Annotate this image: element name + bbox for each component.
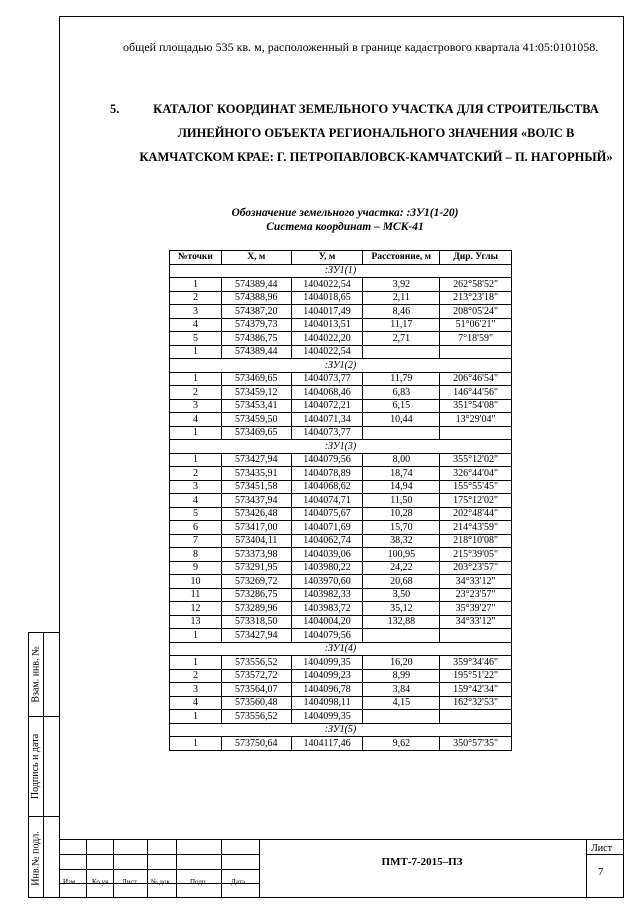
- cell-distance: 38,32: [363, 534, 440, 548]
- cell-bearing: 359°34'46": [440, 656, 512, 670]
- cell-point: 5: [170, 507, 222, 521]
- cell-distance: 3,84: [363, 683, 440, 697]
- cell-y: 1404073,77: [291, 372, 363, 386]
- table-row: [170, 413, 512, 427]
- cell-point: 3: [170, 683, 222, 697]
- cell-bearing: 208°05'24": [440, 305, 512, 319]
- cell-point: 2: [170, 669, 222, 683]
- cell-x: 574388,96: [221, 291, 291, 305]
- cell-bearing: 195°51'22": [440, 669, 512, 683]
- cell-x: 573469,65: [221, 372, 291, 386]
- header-x: Х, м: [221, 251, 291, 265]
- header-point: №точки: [170, 251, 222, 265]
- cell-y: 1404078,89: [291, 467, 363, 481]
- cell-point: 8: [170, 548, 222, 562]
- cell-distance: [363, 345, 440, 359]
- cell-x: 573459,50: [221, 413, 291, 427]
- cell-x: 573435,91: [221, 467, 291, 481]
- cell-y: 1404039,06: [291, 548, 363, 562]
- table-row: [170, 372, 512, 386]
- side-label-column: [29, 633, 44, 897]
- cell-x: 573404,11: [221, 534, 291, 548]
- cell-bearing: 351°54'08": [440, 399, 512, 413]
- cell-distance: [363, 710, 440, 724]
- cell-distance: 6,15: [363, 399, 440, 413]
- cell-distance: 8,99: [363, 669, 440, 683]
- cell-distance: 2,71: [363, 332, 440, 346]
- cell-bearing: [440, 426, 512, 440]
- side-cell-replacement: [29, 633, 43, 716]
- cell-y: 1404022,54: [291, 345, 363, 359]
- cell-bearing: 262°58'52": [440, 278, 512, 292]
- table-row: [170, 507, 512, 521]
- table-row: [170, 345, 512, 359]
- coordinate-system: Система координат – МСК-41: [266, 221, 424, 233]
- cell-bearing: 155°55'45": [440, 480, 512, 494]
- table-row: [170, 602, 512, 616]
- cell-y: 1404071,69: [291, 521, 363, 535]
- table-row: [170, 534, 512, 548]
- cell-bearing: 350°57'35": [440, 737, 512, 751]
- cell-point: 1: [170, 426, 222, 440]
- intro-paragraph: общей площадью 535 кв. м, расположенный в границе кадастрового квартала 41:05:0101058.: [123, 40, 599, 54]
- cell-x: 573572,72: [221, 669, 291, 683]
- cell-distance: 3,92: [363, 278, 440, 292]
- title-block: [59, 839, 624, 898]
- group-label: :ЗУ1(2): [170, 359, 512, 373]
- cell-distance: 4,15: [363, 696, 440, 710]
- cell-point: 1: [170, 345, 222, 359]
- cell-distance: 10,28: [363, 507, 440, 521]
- cell-bearing: 146°44'56": [440, 386, 512, 400]
- cell-distance: 8,46: [363, 305, 440, 319]
- cell-bearing: 162°32'53": [440, 696, 512, 710]
- table-row: [170, 629, 512, 643]
- cell-distance: 20,68: [363, 575, 440, 589]
- cell-x: 573373,98: [221, 548, 291, 562]
- cell-distance: 132,88: [363, 615, 440, 629]
- cell-x: 573318,50: [221, 615, 291, 629]
- cell-distance: [363, 426, 440, 440]
- table-row: [170, 696, 512, 710]
- group-row: [170, 264, 512, 278]
- cell-y: 1403983,72: [291, 602, 363, 616]
- cell-x: 573437,94: [221, 494, 291, 508]
- cell-point: 4: [170, 696, 222, 710]
- group-row: [170, 359, 512, 373]
- table-row: [170, 467, 512, 481]
- cell-point: 1: [170, 278, 222, 292]
- cell-x: 573453,41: [221, 399, 291, 413]
- table-row: [170, 332, 512, 346]
- side-stamp-block: [28, 632, 59, 898]
- cell-bearing: 34°33'12": [440, 575, 512, 589]
- side-value-column: [44, 633, 60, 897]
- cell-bearing: [440, 345, 512, 359]
- cell-point: 4: [170, 318, 222, 332]
- cell-y: 1404079,56: [291, 453, 363, 467]
- cell-y: 1404079,56: [291, 629, 363, 643]
- cell-y: 1404072,21: [291, 399, 363, 413]
- cell-x: 573564,07: [221, 683, 291, 697]
- cell-bearing: 159°42'34": [440, 683, 512, 697]
- cell-bearing: 7°18'59": [440, 332, 512, 346]
- cell-bearing: 13°29'04": [440, 413, 512, 427]
- cell-x: 573286,75: [221, 588, 291, 602]
- group-row: [170, 642, 512, 656]
- cell-bearing: 35°39'27": [440, 602, 512, 616]
- cell-x: 573426,48: [221, 507, 291, 521]
- table-row: [170, 588, 512, 602]
- cell-y: 1404017,49: [291, 305, 363, 319]
- section-number: 5.: [110, 102, 120, 116]
- cell-y: 1404018,65: [291, 291, 363, 305]
- table-row: [170, 426, 512, 440]
- stamp-label-date: Дата: [231, 878, 245, 886]
- group-row: [170, 723, 512, 737]
- cell-y: 1404117,46: [291, 737, 363, 751]
- cell-x: 574389,44: [221, 278, 291, 292]
- table-row: [170, 291, 512, 305]
- table-row: [170, 494, 512, 508]
- cell-x: 573556,52: [221, 710, 291, 724]
- cell-x: 573556,52: [221, 656, 291, 670]
- cell-bearing: [440, 710, 512, 724]
- cell-bearing: [440, 629, 512, 643]
- section-heading: [110, 97, 622, 169]
- cell-distance: 3,50: [363, 588, 440, 602]
- cell-point: 2: [170, 291, 222, 305]
- table-row: [170, 480, 512, 494]
- table-row: [170, 575, 512, 589]
- group-label: :ЗУ1(4): [170, 642, 512, 656]
- side-label-inventory: Инв.№ подл.: [30, 830, 42, 886]
- cell-distance: 14,94: [363, 480, 440, 494]
- cell-x: 573289,96: [221, 602, 291, 616]
- cell-point: 1: [170, 737, 222, 751]
- cell-bearing: 326°44'04": [440, 467, 512, 481]
- cell-bearing: 202°48'44": [440, 507, 512, 521]
- cell-x: 573560,48: [221, 696, 291, 710]
- table-row: [170, 548, 512, 562]
- sheet-number: 7: [598, 866, 604, 878]
- cell-y: 1403980,22: [291, 561, 363, 575]
- cell-point: 1: [170, 710, 222, 724]
- sheet-label: Лист: [591, 843, 612, 854]
- table-row: [170, 656, 512, 670]
- cell-bearing: 203°23'57": [440, 561, 512, 575]
- group-label: :ЗУ1(5): [170, 723, 512, 737]
- cell-point: 3: [170, 480, 222, 494]
- cell-point: 5: [170, 332, 222, 346]
- document-code: ПМТ-7-2015–ПЗ: [381, 856, 463, 868]
- side-label-replacement: Взам. инв. №: [30, 646, 42, 703]
- cell-point: 7: [170, 534, 222, 548]
- cell-x: 573427,94: [221, 629, 291, 643]
- cell-y: 1404098,11: [291, 696, 363, 710]
- cell-bearing: 214°43'59": [440, 521, 512, 535]
- stamp-label-count: Ко уч: [92, 878, 109, 886]
- side-cell-inventory: [29, 816, 43, 899]
- table-row: [170, 386, 512, 400]
- cell-bearing: 23°23'57": [440, 588, 512, 602]
- cell-point: 3: [170, 399, 222, 413]
- cell-y: 1404004,20: [291, 615, 363, 629]
- cell-x: 574386,75: [221, 332, 291, 346]
- cell-bearing: 34°33'12": [440, 615, 512, 629]
- cell-y: 1404099,23: [291, 669, 363, 683]
- cell-distance: 10,44: [363, 413, 440, 427]
- cell-x: 573417,00: [221, 521, 291, 535]
- cell-y: 1404075,67: [291, 507, 363, 521]
- cell-distance: [363, 629, 440, 643]
- parcel-designation: Обозначение земельного участка: :ЗУ1(1-20): [231, 207, 459, 219]
- cell-distance: 100,95: [363, 548, 440, 562]
- cell-y: 1404068,46: [291, 386, 363, 400]
- table-row: [170, 683, 512, 697]
- cell-x: 573269,72: [221, 575, 291, 589]
- group-label: :ЗУ1(1): [170, 264, 512, 278]
- table-row: [170, 318, 512, 332]
- table-row: [170, 615, 512, 629]
- cell-y: 1404062,74: [291, 534, 363, 548]
- table-row: [170, 669, 512, 683]
- cell-bearing: 51°06'21": [440, 318, 512, 332]
- stamp-label-change: Изм.: [63, 878, 77, 886]
- cell-distance: 9,62: [363, 737, 440, 751]
- table-row: [170, 710, 512, 724]
- cell-distance: 15,70: [363, 521, 440, 535]
- cell-y: 1404096,78: [291, 683, 363, 697]
- cell-point: 10: [170, 575, 222, 589]
- cell-point: 1: [170, 656, 222, 670]
- header-bearing: Дир. Углы: [440, 251, 512, 265]
- group-label: :ЗУ1(3): [170, 440, 512, 454]
- cell-point: 3: [170, 305, 222, 319]
- stamp-label-doc: № док: [151, 878, 170, 886]
- cell-distance: 24,22: [363, 561, 440, 575]
- table-row: [170, 561, 512, 575]
- cell-point: 1: [170, 372, 222, 386]
- cell-distance: 18,74: [363, 467, 440, 481]
- cell-y: 1404074,71: [291, 494, 363, 508]
- cell-point: 2: [170, 386, 222, 400]
- cell-x: 573750,64: [221, 737, 291, 751]
- cell-y: 1403982,33: [291, 588, 363, 602]
- table-row: [170, 521, 512, 535]
- cell-bearing: 213°23'18": [440, 291, 512, 305]
- cell-bearing: 175°12'02": [440, 494, 512, 508]
- cell-y: 1403970,60: [291, 575, 363, 589]
- cell-point: 6: [170, 521, 222, 535]
- cell-point: 4: [170, 494, 222, 508]
- cell-bearing: 218°10'08": [440, 534, 512, 548]
- table-row: [170, 453, 512, 467]
- cell-point: 11: [170, 588, 222, 602]
- header-distance: Расстояние, м: [363, 251, 440, 265]
- cell-x: 573469,65: [221, 426, 291, 440]
- coordinates-table: [169, 250, 512, 751]
- cell-y: 1404022,20: [291, 332, 363, 346]
- cell-y: 1404068,62: [291, 480, 363, 494]
- cell-point: 12: [170, 602, 222, 616]
- section-title: КАТАЛОГ КООРДИНАТ ЗЕМЕЛЬНОГО УЧАСТКА ДЛЯ СТРОИТЕЛЬСТВА ЛИНЕЙНОГО ОБЪЕКТА РЕГИОНАЛЬНОГО ЗНАЧЕНИЯ «ВОЛС В КАМЧАТСКОМ КРАЕ: Г. ПЕТРОПАВЛОВСК-КАМЧАТСКИЙ – П. НАГОРНЫЙ»: [139, 102, 613, 164]
- cell-x: 573459,12: [221, 386, 291, 400]
- table-row: [170, 278, 512, 292]
- stamp-label-sheet: Лист: [122, 878, 137, 886]
- cell-x: 574379,73: [221, 318, 291, 332]
- table-body: [170, 264, 512, 750]
- group-row: [170, 440, 512, 454]
- table-row: [170, 737, 512, 751]
- cell-distance: 11,17: [363, 318, 440, 332]
- cell-x: 573291,95: [221, 561, 291, 575]
- cell-bearing: 355°12'02": [440, 453, 512, 467]
- header-y: У, м: [291, 251, 363, 265]
- cell-x: 574387,20: [221, 305, 291, 319]
- cell-point: 4: [170, 413, 222, 427]
- cell-distance: 8,00: [363, 453, 440, 467]
- cell-bearing: 206°46'54": [440, 372, 512, 386]
- cell-distance: 2,11: [363, 291, 440, 305]
- cell-x: 573451,58: [221, 480, 291, 494]
- stamp-label-sign: Подп.: [190, 878, 208, 886]
- cell-distance: 35,12: [363, 602, 440, 616]
- cell-x: 574389,44: [221, 345, 291, 359]
- cell-point: 1: [170, 629, 222, 643]
- cell-distance: 6,83: [363, 386, 440, 400]
- side-label-signature: Подпись и дата: [30, 733, 42, 800]
- table-header-row: [170, 251, 512, 265]
- cell-point: 13: [170, 615, 222, 629]
- cell-x: 573427,94: [221, 453, 291, 467]
- cell-bearing: 215°39'05": [440, 548, 512, 562]
- cell-y: 1404022,54: [291, 278, 363, 292]
- cell-y: 1404099,35: [291, 656, 363, 670]
- cell-y: 1404073,77: [291, 426, 363, 440]
- cell-y: 1404099,35: [291, 710, 363, 724]
- cell-distance: 11,79: [363, 372, 440, 386]
- cell-y: 1404071,34: [291, 413, 363, 427]
- cell-y: 1404013,51: [291, 318, 363, 332]
- side-cell-signature: [29, 716, 43, 816]
- cell-point: 1: [170, 453, 222, 467]
- cell-point: 2: [170, 467, 222, 481]
- cell-distance: 11,50: [363, 494, 440, 508]
- cell-distance: 16,20: [363, 656, 440, 670]
- table-row: [170, 305, 512, 319]
- table-row: [170, 399, 512, 413]
- cell-point: 9: [170, 561, 222, 575]
